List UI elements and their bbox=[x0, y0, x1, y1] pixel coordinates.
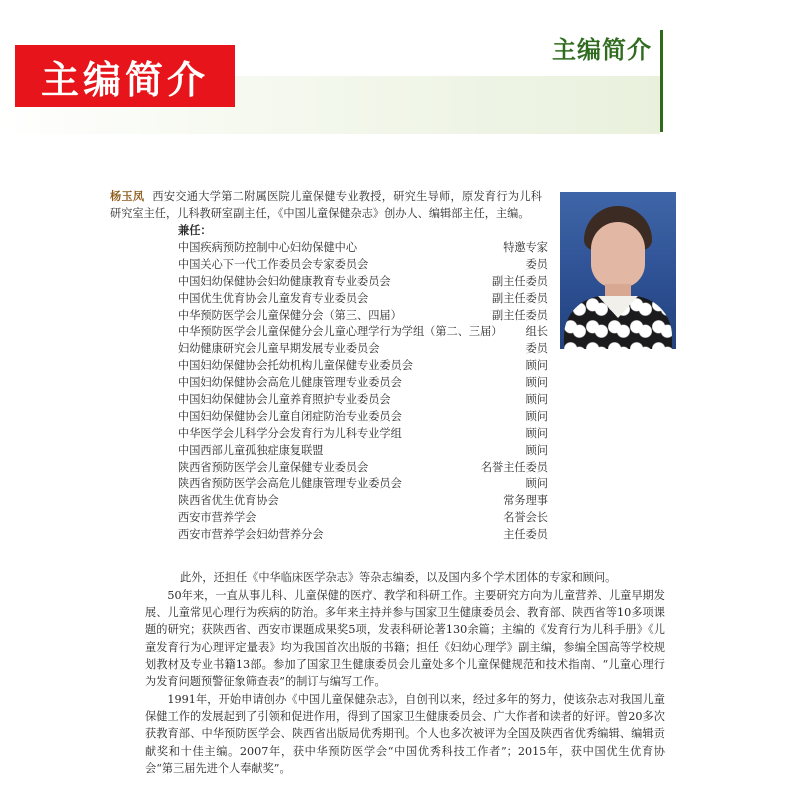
role-title: 顾问 bbox=[525, 426, 548, 440]
role-org: 中国妇幼保健协会托幼机构儿童保健专业委员会 bbox=[178, 359, 413, 373]
role-row bbox=[178, 391, 548, 408]
role-title: 委员 bbox=[525, 342, 548, 356]
role-title: 顾问 bbox=[525, 393, 548, 407]
editor-bio bbox=[110, 188, 548, 549]
role-title: 名誉会长 bbox=[503, 511, 548, 525]
role-org: 中国妇幼保健协会儿童自闭症防治专业委员会 bbox=[178, 409, 402, 423]
role-row bbox=[178, 442, 548, 459]
role-row bbox=[178, 273, 548, 290]
role-org: 西安市营养学会 bbox=[178, 511, 257, 525]
role-org: 西安市营养学会妇幼营养分会 bbox=[178, 528, 324, 542]
role-row bbox=[178, 374, 548, 391]
role-org: 中华医学会儿科学分会发育行为儿科专业学组 bbox=[178, 426, 402, 440]
role-row bbox=[178, 408, 548, 425]
role-title: 顾问 bbox=[525, 359, 548, 373]
role-title: 顾问 bbox=[525, 443, 548, 457]
role-org: 中国疾病预防控制中心妇幼保健中心 bbox=[178, 241, 358, 254]
role-row bbox=[178, 340, 548, 357]
role-org: 陕西省预防医学会高危儿健康管理专业委员会 bbox=[178, 477, 402, 491]
role-row bbox=[178, 323, 548, 340]
paragraph-journal: 1991年，开始申请创办《中国儿童保健杂志》，自创刊以来，经过多年的努力，使该杂志对我国儿童保健工作的发展起到了引领和促进作用，得到了国家卫生健康委员会、广大作者和读者的好评。曾20多次获教育部、中华预防医学会、陕西省出版局优秀期刊。个人也多次被评为全国及陕西省优秀编辑、编辑贡献奖和十佳主编。2007年，获中华预防医学会“中国优秀科技工作者”；2015年，获中国优生优育协会“第三届先进个人奉献奖”。 bbox=[145, 693, 665, 775]
role-title: 顾问 bbox=[525, 376, 548, 390]
role-org: 妇幼健康研究会儿童早期发展专业委员会 bbox=[178, 342, 380, 356]
role-row bbox=[178, 526, 548, 543]
editor-portrait bbox=[560, 192, 676, 349]
role-title: 副主任委员 bbox=[492, 308, 548, 322]
role-org: 中华预防医学会儿童保健分会（第三、四届） bbox=[178, 308, 402, 322]
role-title: 副主任委员 bbox=[492, 291, 548, 305]
role-title: 顾问 bbox=[525, 409, 548, 423]
role-title: 副主任委员 bbox=[492, 274, 548, 288]
role-org: 中国妇幼保健协会儿童养育照护专业委员会 bbox=[178, 393, 391, 407]
header-divider bbox=[660, 30, 663, 132]
role-org: 中华预防医学会儿童保健分会儿童心理学行为学组（第二、三届） bbox=[178, 325, 503, 339]
role-org: 中国妇幼保健协会妇幼健康教育专业委员会 bbox=[178, 274, 391, 288]
editor-name: 杨玉凤 bbox=[110, 189, 145, 203]
role-row bbox=[178, 256, 548, 273]
role-title: 主任委员 bbox=[503, 528, 548, 542]
paragraph-extra: 此外，还担任《中华临床医学杂志》等杂志编委，以及国内多个学术团体的专家和顾问。 bbox=[180, 571, 617, 584]
page-title: 主编简介 bbox=[552, 36, 652, 64]
role-row bbox=[178, 290, 548, 307]
role-row bbox=[178, 239, 548, 256]
role-title: 顾问 bbox=[525, 477, 548, 491]
role-row bbox=[178, 509, 548, 526]
concurrent-label: 兼任： bbox=[178, 223, 212, 237]
role-org: 陕西省预防医学会儿童保健专业委员会 bbox=[178, 460, 369, 474]
role-row bbox=[178, 425, 548, 442]
role-row bbox=[178, 459, 548, 476]
role-org: 中国西部儿童孤独症康复联盟 bbox=[178, 443, 324, 457]
role-title: 组长 bbox=[525, 325, 548, 339]
paragraph-career: 50年来，一直从事儿科、儿童保健的医疗、教学和科研工作。主要研究方向为儿童营养、儿童早期发展、儿童常见心理行为疾病的防治。多年来主持并参与国家卫生健康委员会、教育部、陕西省等10多项课题的研究；获陕西省、西安市课题成果奖5项，发表科研论著130余篇；主编的《发育行为儿科手册》《儿童发育行为心理评定量表》均为我国首次出版的书籍；担任《妇幼心理学》副主编，参编全国高等学校规划教材及专业书籍13部。参加了国家卫生健康委员会儿童处多个儿童保健规范和技术指南、“儿童心理行为发育问题预警征象筛查表”的制订与编写工作。 bbox=[145, 589, 665, 689]
role-org: 陕西省优生优育协会 bbox=[178, 494, 279, 508]
role-title: 特邀专家 bbox=[503, 241, 548, 254]
role-title: 名誉主任委员 bbox=[480, 460, 548, 474]
role-row bbox=[178, 492, 548, 509]
role-row bbox=[178, 357, 548, 374]
section-label: 主编简介 bbox=[15, 45, 235, 107]
role-org: 中国优生优育协会儿童发育专业委员会 bbox=[178, 291, 369, 305]
intro-text: 西安交通大学第二附属医院儿童保健专业教授，研究生导师，原发育行为儿科研究室主任，儿科教研室副主任，《中国儿童保健杂志》创办人、编辑部主任，主编。 bbox=[110, 190, 542, 220]
bio-intro bbox=[110, 188, 542, 222]
role-title: 常务理事 bbox=[503, 494, 548, 508]
role-org: 中国妇幼保健协会高危儿健康管理专业委员会 bbox=[178, 376, 402, 390]
role-row bbox=[178, 475, 548, 492]
role-title: 委员 bbox=[525, 257, 548, 271]
roles-list bbox=[178, 239, 548, 543]
role-row bbox=[178, 307, 548, 324]
role-org: 中国关心下一代工作委员会专家委员会 bbox=[178, 257, 369, 271]
